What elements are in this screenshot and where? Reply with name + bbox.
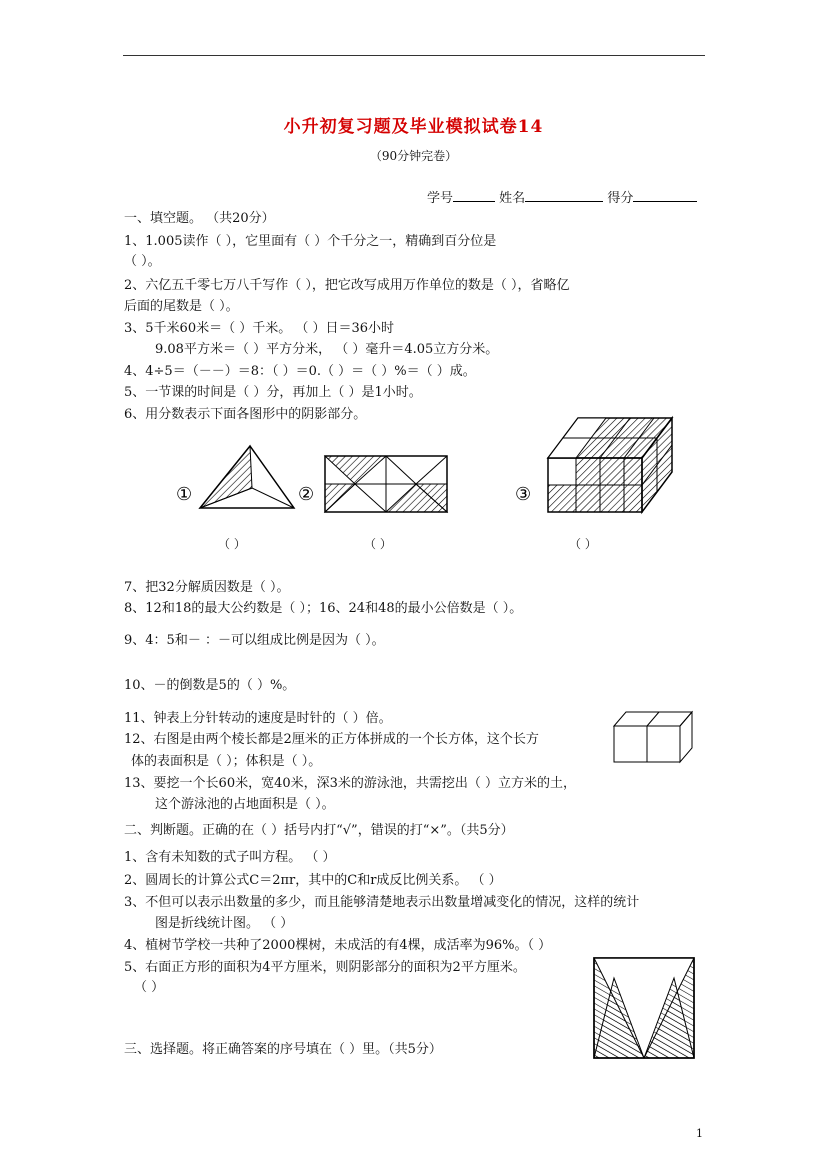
- page-number: 1: [696, 1127, 703, 1140]
- question-11: 11、钟表上分针转动的速度是时针的（ ）倍。: [124, 711, 392, 726]
- judge-5-line1: 5、右面正方形的面积为4平方厘米，则阴影部分的面积为2平方厘米。: [124, 960, 526, 975]
- page-subtitle: （90分钟完卷）: [369, 149, 458, 163]
- figure-2-rectangle: [325, 456, 447, 512]
- question-4: 4、4÷5＝（－－）＝8：（ ）＝0.（ ）＝（ ）%＝（ ）成。: [124, 364, 476, 379]
- section1-heading: 一、填空题。 （共20分）: [124, 211, 275, 226]
- question-12-figure: [612, 710, 694, 764]
- question-12-line1: 12、右图是由两个棱长都是2厘米的正方体拼成的一个长方体，这个长方: [124, 732, 539, 747]
- question-13-line1: 13、要挖一个长60米，宽40米，深3米的游泳池，共需挖出（ ）立方米的土，: [124, 776, 577, 791]
- name-label: 姓名: [499, 191, 526, 206]
- figure-3-label: ③: [515, 484, 532, 505]
- judge-5-figure: [592, 956, 696, 1060]
- question-9: 9、4：5和－ ：－可以组成比例是因为（ ）。: [124, 633, 385, 648]
- question-5: 5、一节课的时间是（ ）分，再加上（ ）是1小时。: [124, 385, 422, 400]
- question-3-line1: 3、5千米60米＝（ ）千米。 （ ）日＝36小时: [124, 321, 395, 336]
- judge-4: 4、植树节学校一共种了2000棵树，未成活的有4棵，成活率为96%。（ ）: [124, 938, 552, 953]
- header-rule: [123, 55, 705, 56]
- question-10: 10、－的倒数是5的（ ）%。: [124, 678, 296, 693]
- name-field[interactable]: [525, 189, 603, 202]
- score-field[interactable]: [633, 189, 697, 202]
- judge-5-line2: （ ）: [134, 980, 165, 995]
- id-field[interactable]: [453, 189, 495, 202]
- section3-heading: 三、选择题。将正确答案的序号填在（ ）里。（共5分）: [124, 1042, 442, 1057]
- question-13-line2: 这个游泳池的占地面积是（ ）。: [155, 797, 335, 812]
- question-8: 8、12和18的最大公约数是（ ）；16、24和48的最小公倍数是（ ）。: [124, 601, 523, 616]
- question-3-line2: 9.08平方米＝（ ）平方分米， （ ）毫升＝4.05立方分米。: [155, 342, 499, 357]
- section2-heading: 二、判断题。正确的在（ ）括号内打“√”，错误的打“×”。（共5分）: [124, 823, 514, 838]
- judge-2: 2、圆周长的计算公式C＝2πr，其中的C和r成反比例关系。 （ ）: [124, 873, 502, 888]
- judge-1: 1、含有未知数的式子叫方程。 （ ）: [124, 850, 336, 865]
- page-title: 小升初复习题及毕业模拟试卷14: [283, 117, 544, 137]
- judge-3-line2: 图是折线统计图。 （ ）: [155, 916, 294, 931]
- student-info-line: [427, 189, 697, 207]
- question-6: 6、用分数表示下面各图形中的阴影部分。: [124, 407, 367, 422]
- question-7: 7、把32分解质因数是（ ）。: [124, 580, 290, 595]
- question-6-figures: [170, 412, 690, 522]
- figure-3-cuboid: [548, 418, 672, 512]
- question-1-line1: 1、1.005读作（ ），它里面有（ ）个千分之一，精确到百分位是: [124, 234, 497, 249]
- score-label: 得分: [607, 191, 634, 206]
- judge-3-line1: 3、不但可以表示出数量的多少，而且能够清楚地表示出数量增减变化的情况，这样的统计: [124, 895, 640, 910]
- figure-2-answer[interactable]: （ ）: [364, 537, 392, 551]
- question-1-line2: （ ）。: [124, 254, 161, 269]
- question-2-line2: 后面的尾数是（ ）。: [124, 299, 239, 314]
- figure-1-answer[interactable]: （ ）: [218, 537, 246, 551]
- figure-1-triangle: [200, 446, 294, 508]
- question-12-line2: 体的表面积是（ ）；体积是（ ）。: [131, 754, 322, 769]
- figure-2-label: ②: [298, 484, 315, 505]
- figure-1-label: ①: [176, 484, 193, 505]
- question-2-line1: 2、六亿五千零七万八千写作（ ），把它改写成用万作单位的数是（ ），省略亿: [124, 278, 570, 293]
- figure-3-answer[interactable]: （ ）: [569, 537, 597, 551]
- id-label: 学号: [427, 191, 454, 206]
